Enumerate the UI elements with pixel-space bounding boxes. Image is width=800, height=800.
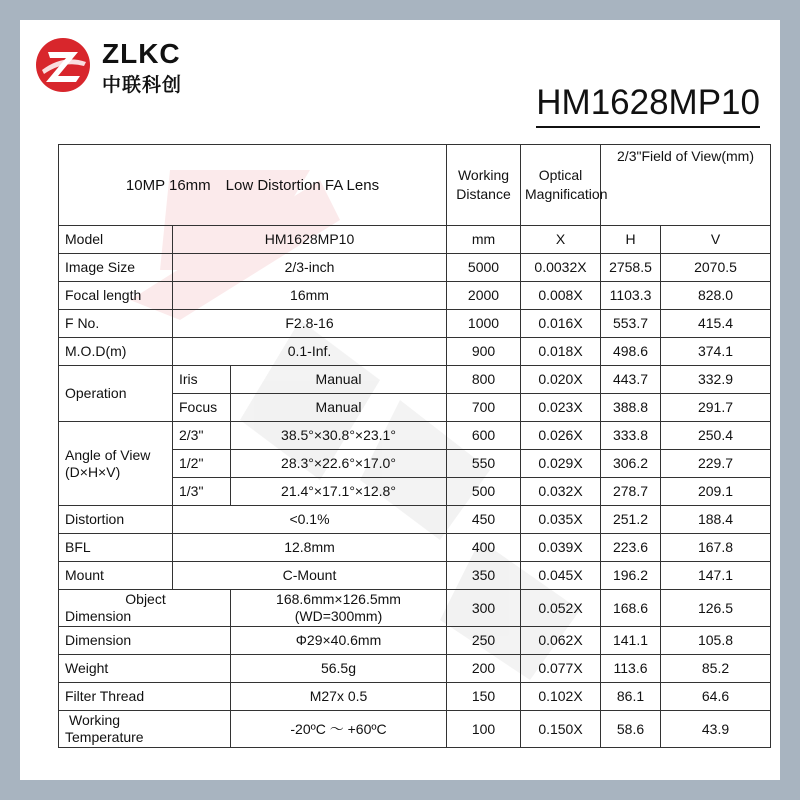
table-row <box>59 254 771 282</box>
table-row <box>59 226 771 254</box>
wd-cell: 450 <box>447 506 521 534</box>
mag-cell: 0.023X <box>521 394 601 422</box>
fov-v-cell: 2070.5 <box>661 254 771 282</box>
wd-cell: 500 <box>447 478 521 506</box>
table-row <box>59 627 771 655</box>
mag-cell: 0.102X <box>521 683 601 711</box>
mag-cell: 0.032X <box>521 478 601 506</box>
fov-v-cell: 126.5 <box>661 590 771 627</box>
fov-v-cell: V <box>661 226 771 254</box>
header-magnification: Optical Magnification <box>521 145 601 226</box>
table-row <box>59 338 771 366</box>
wd-cell: 5000 <box>447 254 521 282</box>
spec-label: Dimension <box>59 627 231 655</box>
fov-v-cell: 209.1 <box>661 478 771 506</box>
spec-value: F2.8-16 <box>173 310 447 338</box>
mag-cell: 0.035X <box>521 506 601 534</box>
spec-label: Weight <box>59 655 231 683</box>
fov-h-cell: 553.7 <box>601 310 661 338</box>
header-working-distance: Working Distance <box>447 145 521 226</box>
mag-cell: 0.052X <box>521 590 601 627</box>
spec-label-line: Angle of View <box>65 446 151 463</box>
page-title: HM1628MP10 <box>536 82 760 128</box>
mag-cell: 0.0032X <box>521 254 601 282</box>
mag-cell: 0.150X <box>521 711 601 748</box>
spec-value: <0.1% <box>173 506 447 534</box>
spec-label: BFL <box>59 534 173 562</box>
wd-cell: 150 <box>447 683 521 711</box>
fov-h-cell: 58.6 <box>601 711 661 748</box>
spec-label <box>59 590 231 627</box>
spec-label-line: (D×H×V) <box>65 463 121 480</box>
fov-v-cell: 85.2 <box>661 655 771 683</box>
spec-value: M27x 0.5 <box>231 683 447 711</box>
brand-name-en: ZLKC <box>102 38 181 69</box>
spec-label <box>59 711 231 748</box>
mag-cell: 0.045X <box>521 562 601 590</box>
spec-label: Focal length <box>59 282 173 310</box>
mag-cell: 0.026X <box>521 422 601 450</box>
fov-v-cell: 167.8 <box>661 534 771 562</box>
spec-value: Manual <box>231 366 447 394</box>
table-row <box>59 655 771 683</box>
spec-value <box>231 590 447 627</box>
spec-value: Φ29×40.6mm <box>231 627 447 655</box>
spec-value-line: 168.6mm×126.5mm <box>276 591 401 607</box>
brand-logo <box>34 34 194 104</box>
fov-h-cell: 141.1 <box>601 627 661 655</box>
table-row <box>59 366 771 394</box>
table-row <box>59 711 771 748</box>
fov-h-cell: 196.2 <box>601 562 661 590</box>
spec-value: 0.1-Inf. <box>173 338 447 366</box>
wd-cell: 250 <box>447 627 521 655</box>
spec-label-line: Object <box>125 591 166 607</box>
wd-cell: 600 <box>447 422 521 450</box>
mag-cell: 0.016X <box>521 310 601 338</box>
wd-cell: 300 <box>447 590 521 627</box>
table-row <box>59 422 771 450</box>
fov-v-cell: 43.9 <box>661 711 771 748</box>
spec-sublabel: 1/2" <box>173 450 231 478</box>
spec-sheet <box>20 20 780 780</box>
spec-label <box>59 422 173 506</box>
spec-label: Operation <box>59 366 173 422</box>
table-row <box>59 590 771 627</box>
spec-sublabel: Iris <box>173 366 231 394</box>
wd-cell: 700 <box>447 394 521 422</box>
mag-cell: 0.062X <box>521 627 601 655</box>
spec-value: 56.5g <box>231 655 447 683</box>
fov-v-cell: 105.8 <box>661 627 771 655</box>
wd-cell: 200 <box>447 655 521 683</box>
fov-h-cell: H <box>601 226 661 254</box>
zlkc-logo-icon <box>34 34 92 96</box>
table-row <box>59 562 771 590</box>
spec-label: Model <box>59 226 173 254</box>
wd-cell: 400 <box>447 534 521 562</box>
spec-label: M.O.D(m) <box>59 338 173 366</box>
wd-cell: 800 <box>447 366 521 394</box>
spec-value: 2/3-inch <box>173 254 447 282</box>
fov-h-cell: 168.6 <box>601 590 661 627</box>
spec-sublabel: 2/3" <box>173 422 231 450</box>
spec-label-line: Temperature <box>65 729 144 745</box>
fov-v-cell: 291.7 <box>661 394 771 422</box>
fov-v-cell: 147.1 <box>661 562 771 590</box>
fov-v-cell: 828.0 <box>661 282 771 310</box>
spec-sublabel: Focus <box>173 394 231 422</box>
fov-v-cell: 64.6 <box>661 683 771 711</box>
spec-value: C-Mount <box>173 562 447 590</box>
fov-h-cell: 278.7 <box>601 478 661 506</box>
wd-cell: 900 <box>447 338 521 366</box>
fov-h-cell: 333.8 <box>601 422 661 450</box>
fov-h-cell: 443.7 <box>601 366 661 394</box>
mag-cell: 0.077X <box>521 655 601 683</box>
wd-cell: 2000 <box>447 282 521 310</box>
fov-v-cell: 332.9 <box>661 366 771 394</box>
spec-label: Mount <box>59 562 173 590</box>
fov-v-cell: 415.4 <box>661 310 771 338</box>
fov-v-cell: 229.7 <box>661 450 771 478</box>
table-row <box>59 310 771 338</box>
table-row <box>59 534 771 562</box>
spec-table <box>58 144 771 748</box>
fov-v-cell: 188.4 <box>661 506 771 534</box>
mag-cell: 0.029X <box>521 450 601 478</box>
wd-cell: mm <box>447 226 521 254</box>
mag-cell: 0.020X <box>521 366 601 394</box>
fov-h-cell: 113.6 <box>601 655 661 683</box>
fov-h-cell: 223.6 <box>601 534 661 562</box>
fov-h-cell: 388.8 <box>601 394 661 422</box>
fov-v-cell: 374.1 <box>661 338 771 366</box>
table-title: 10MP 16mm Low Distortion FA Lens <box>59 145 447 226</box>
spec-value: 38.5°×30.8°×23.1° <box>231 422 447 450</box>
spec-label-line: Dimension <box>65 608 132 624</box>
table-row <box>59 282 771 310</box>
spec-value: Manual <box>231 394 447 422</box>
fov-h-cell: 251.2 <box>601 506 661 534</box>
spec-label: Image Size <box>59 254 173 282</box>
wd-cell: 550 <box>447 450 521 478</box>
spec-label: Filter Thread <box>59 683 231 711</box>
mag-cell: 0.008X <box>521 282 601 310</box>
table-row <box>59 683 771 711</box>
spec-value: 21.4°×17.1°×12.8° <box>231 478 447 506</box>
spec-sublabel: 1/3" <box>173 478 231 506</box>
fov-h-cell: 498.6 <box>601 338 661 366</box>
fov-v-cell: 250.4 <box>661 422 771 450</box>
mag-cell: 0.018X <box>521 338 601 366</box>
mag-cell: X <box>521 226 601 254</box>
spec-value-line: (WD=300mm) <box>294 608 383 624</box>
spec-label: F No. <box>59 310 173 338</box>
table-header-row <box>59 145 771 226</box>
table-row <box>59 506 771 534</box>
spec-value: 16mm <box>173 282 447 310</box>
fov-h-cell: 306.2 <box>601 450 661 478</box>
spec-label: Distortion <box>59 506 173 534</box>
spec-value: -20ºC ～ +60ºC <box>231 711 447 748</box>
mag-cell: 0.039X <box>521 534 601 562</box>
spec-value: 28.3°×22.6°×17.0° <box>231 450 447 478</box>
fov-h-cell: 86.1 <box>601 683 661 711</box>
wd-cell: 100 <box>447 711 521 748</box>
header-field-of-view: 2/3"Field of View(mm) <box>601 145 771 226</box>
fov-h-cell: 2758.5 <box>601 254 661 282</box>
spec-value: HM1628MP10 <box>173 226 447 254</box>
wd-cell: 1000 <box>447 310 521 338</box>
spec-label-line: Working <box>69 712 121 728</box>
wd-cell: 350 <box>447 562 521 590</box>
fov-h-cell: 1103.3 <box>601 282 661 310</box>
spec-value: 12.8mm <box>173 534 447 562</box>
brand-name-cn: 中联科创 <box>102 74 183 96</box>
